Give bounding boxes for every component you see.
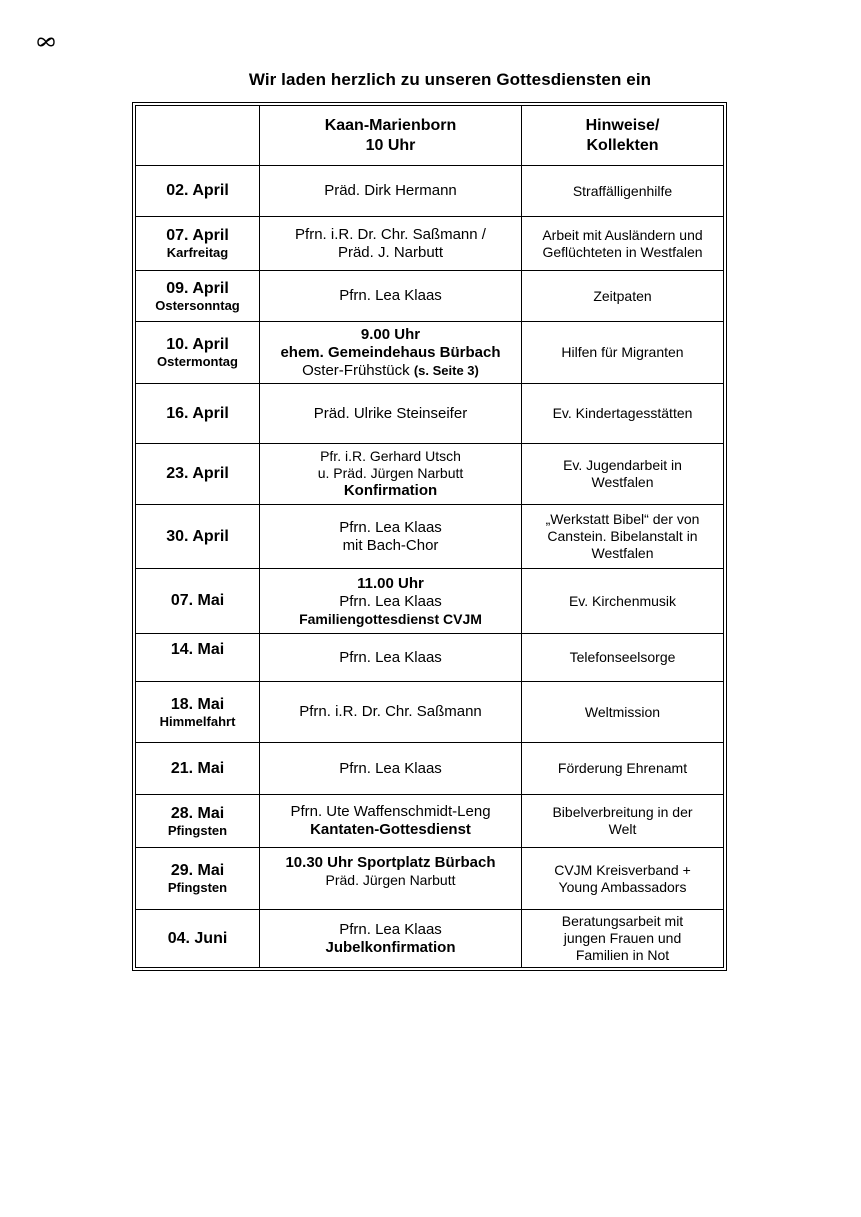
- date: 21. Mai: [170, 759, 225, 777]
- header-notes-line2: Kollekten: [586, 136, 659, 154]
- note-cell: [522, 634, 724, 682]
- service-line: Pfrn. Lea Klaas: [339, 759, 442, 777]
- service-cell: [260, 634, 522, 682]
- date-cell: [136, 634, 260, 682]
- table-header-row: [136, 106, 724, 166]
- service-event: Konfirmation: [343, 481, 438, 499]
- day-note: Ostermontag: [157, 354, 238, 370]
- service-cell: [260, 569, 522, 634]
- date: 14. Mai: [170, 641, 225, 658]
- service-line: Präd. Ulrike Steinseifer: [313, 404, 468, 422]
- service-line: Präd. J. Narbutt: [337, 243, 444, 261]
- service-line: [264, 362, 517, 380]
- service-cell: [260, 743, 522, 795]
- note-line: jungen Frauen und: [563, 930, 682, 947]
- note-line: Hilfen für Migranten: [561, 344, 684, 361]
- date-cell: [136, 848, 260, 910]
- service-event: Jubelkonfirmation: [325, 938, 456, 956]
- table-row: [136, 848, 724, 910]
- note-cell: [522, 217, 724, 271]
- service-cell: [260, 271, 522, 322]
- note-line: Förderung Ehrenamt: [557, 760, 688, 777]
- infinity-icon: [37, 36, 55, 48]
- day-note: Karfreitag: [166, 245, 229, 261]
- note-line: Ev. Jugendarbeit in: [563, 457, 682, 474]
- table-row: [136, 634, 724, 682]
- date: 09. April: [166, 279, 229, 297]
- table-row: [136, 217, 724, 271]
- note-line: Telefonseelsorge: [569, 649, 676, 666]
- service-line: Pfr. i.R. Gerhard Utsch: [320, 448, 461, 465]
- schedule-table: [135, 105, 724, 968]
- note-line: Zeitpaten: [593, 287, 652, 304]
- note-line: Beratungsarbeit mit: [561, 913, 684, 930]
- note-line: Geflüchteten in Westfalen: [542, 243, 703, 260]
- service-line: Präd. Dirk Hermann: [324, 182, 457, 199]
- date: 23. April: [166, 465, 229, 483]
- service-line: Pfrn. Lea Klaas: [339, 592, 442, 610]
- table-row: [136, 743, 724, 795]
- date-cell: [136, 682, 260, 743]
- note-line: Canstein. Bibelanstalt in: [547, 528, 698, 545]
- service-line: ehem. Gemeindehaus Bürbach: [280, 343, 501, 361]
- header-time: 10 Uhr: [365, 136, 416, 154]
- note-cell: [522, 444, 724, 505]
- service-cell: [260, 322, 522, 384]
- note-cell: [522, 271, 724, 322]
- service-cell: [260, 505, 522, 569]
- date: 04. Juni: [167, 929, 228, 947]
- table-row: [136, 795, 724, 848]
- service-line: Pfrn. Lea Klaas: [339, 648, 442, 666]
- service-line: Pfrn. Lea Klaas: [339, 287, 442, 304]
- table-row: [136, 384, 724, 444]
- date-cell: [136, 384, 260, 444]
- date: 10. April: [166, 336, 229, 354]
- service-time: 10.30 Uhr Sportplatz Bürbach: [285, 854, 496, 871]
- table-row: [136, 505, 724, 569]
- note-line: Arbeit mit Ausländern und: [542, 226, 703, 243]
- header-date: [136, 106, 260, 166]
- date: 30. April: [166, 527, 229, 545]
- date: 29. Mai: [170, 862, 225, 880]
- date: 07. Mai: [170, 592, 225, 610]
- date-cell: [136, 910, 260, 968]
- date-cell: [136, 743, 260, 795]
- date-cell: [136, 322, 260, 384]
- note-cell: [522, 384, 724, 444]
- service-cell: [260, 444, 522, 505]
- service-cell: [260, 217, 522, 271]
- page-reference: (s. Seite 3): [413, 362, 479, 378]
- note-line: CVJM Kreisverband +: [554, 861, 691, 878]
- table-row: [136, 322, 724, 384]
- date-cell: [136, 505, 260, 569]
- note-line: Straffälligenhilfe: [572, 182, 673, 199]
- note-cell: [522, 569, 724, 634]
- service-line: u. Präd. Jürgen Narbutt: [317, 465, 464, 481]
- date-cell: [136, 444, 260, 505]
- note-cell: [522, 743, 724, 795]
- note-line: Familien in Not: [575, 946, 670, 963]
- note-line: Westfalen: [591, 544, 654, 561]
- service-event: Familiengottesdienst CVJM: [299, 610, 482, 627]
- date: 07. April: [166, 227, 229, 245]
- note-line: Weltmission: [584, 703, 661, 720]
- service-line: Pfrn. Lea Klaas: [339, 518, 442, 536]
- table-row: [136, 910, 724, 968]
- date: 16. April: [166, 404, 229, 422]
- note-cell: [522, 910, 724, 968]
- service-line: Pfrn. Ute Waffenschmidt-Leng: [290, 803, 491, 820]
- header-notes-line1: Hinweise/: [585, 117, 660, 135]
- service-cell: [260, 848, 522, 910]
- note-line: Bibelverbreitung in der: [552, 804, 693, 821]
- date-cell: [136, 166, 260, 217]
- header-location: [260, 106, 522, 166]
- service-cell: [260, 795, 522, 848]
- day-note: Himmelfahrt: [159, 713, 236, 729]
- note-line: Ev. Kirchenmusik: [568, 592, 677, 609]
- page-title: Wir laden herzlich zu unseren Gottesdiensten ein: [248, 70, 652, 89]
- service-cell: [260, 166, 522, 217]
- service-line: Pfrn. Lea Klaas: [339, 920, 442, 938]
- header-notes: [522, 106, 724, 166]
- table-row: [136, 569, 724, 634]
- service-cell: [260, 682, 522, 743]
- service-line: Pfrn. i.R. Dr. Chr. Saßmann: [299, 703, 482, 720]
- note-line: Young Ambassadors: [558, 878, 687, 895]
- table-row: [136, 444, 724, 505]
- note-line: Ev. Kindertagesstätten: [552, 405, 693, 422]
- date: 28. Mai: [170, 804, 225, 822]
- note-cell: [522, 848, 724, 910]
- note-line: Welt: [608, 821, 637, 837]
- service-time: 11.00 Uhr: [357, 574, 424, 592]
- note-cell: [522, 505, 724, 569]
- date-cell: [136, 217, 260, 271]
- date: 18. Mai: [170, 695, 225, 713]
- note-cell: [522, 322, 724, 384]
- service-line: mit Bach-Chor: [342, 536, 439, 554]
- schedule-table-frame: [132, 102, 727, 971]
- note-cell: [522, 795, 724, 848]
- day-note: Pfingsten: [167, 880, 228, 896]
- service-line: Präd. Jürgen Narbutt: [325, 872, 456, 888]
- date-cell: [136, 795, 260, 848]
- date-cell: [136, 569, 260, 634]
- table-row: [136, 166, 724, 217]
- service-event: Oster-Frühstück: [302, 361, 410, 379]
- table-row: [136, 271, 724, 322]
- note-line: „Werkstatt Bibel“ der von: [545, 511, 700, 528]
- note-line: Westfalen: [591, 474, 654, 490]
- date: 02. April: [166, 182, 229, 200]
- day-note: Ostersonntag: [155, 297, 240, 313]
- day-note: Pfingsten: [167, 822, 228, 838]
- table-row: [136, 682, 724, 743]
- note-cell: [522, 682, 724, 743]
- service-cell: [260, 910, 522, 968]
- service-time: 9.00 Uhr: [360, 325, 421, 343]
- header-location-name: Kaan-Marienborn: [324, 117, 457, 135]
- date-cell: [136, 271, 260, 322]
- service-line: Pfrn. i.R. Dr. Chr. Saßmann /: [295, 225, 486, 243]
- note-cell: [522, 166, 724, 217]
- service-cell: [260, 384, 522, 444]
- service-event: Kantaten-Gottesdienst: [310, 821, 471, 838]
